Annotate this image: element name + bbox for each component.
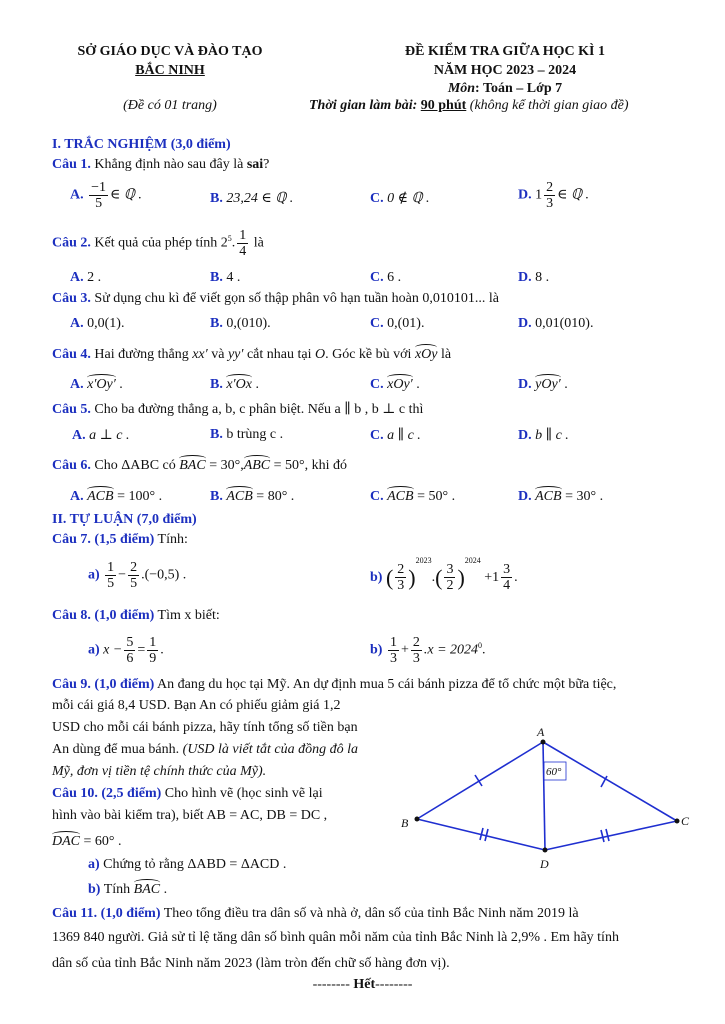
exam-time: Thời gian làm bài: 90 phút (không kể thời gian giao đề) [309, 98, 629, 113]
department-name: SỞ GIÁO DỤC VÀ ĐÀO TẠO [77, 44, 263, 59]
q7-part-b: b) ( $\frac{2}{3}$ )$^{2023}$.( $\frac{3}{2}$ )$^{2024}$ +1 $\frac{3}{4}$ . [370, 556, 518, 594]
question-7: Câu 7. (1,5 điểm) Tính: [52, 532, 188, 547]
subject: Môn: Toán – Lớp 7 [447, 81, 563, 96]
q3-option-c: C. 0,(01). [370, 316, 425, 331]
question-11-line-2: 1369 840 người. Giả sử tỉ lệ tăng dân số bình quân mỗi năm của tỉnh Bắc Ninh là 2,9% . Em hãy tính [52, 930, 619, 945]
question-11-line-3: dân số của tỉnh Bắc Ninh năm 2023 (làm tròn đến chữ số hàng đơn vị). [52, 956, 450, 971]
question-6: Câu 6. Cho ΔABC có BAC = 30°,ABC = 50°, khi đó [52, 458, 348, 473]
question-3: Câu 3. Sử dụng chu kì để viết gọn số thập phân vô hạn tuần hoàn 0,010101... là [52, 291, 499, 306]
question-2: Câu 2. Kết quả của phép tính $2^5$. $\frac{1}{4}$ là [52, 228, 264, 259]
point-c [675, 819, 680, 824]
question-10-line-3: DAC = 60° . [52, 834, 122, 849]
point-b [415, 817, 420, 822]
province-name: BẮC NINH [135, 63, 205, 78]
question-9-line-2: mỗi cái giá 8,4 USD. Bạn An có phiếu giảm giá 1,2 [52, 698, 341, 713]
q6-option-a: A. ACB = 100° . [70, 489, 163, 504]
question-11-line-1: Câu 11. (1,0 điểm) Theo tổng điều tra dân số và nhà ở, dân số của tỉnh Bắc Ninh năm 2019 là [52, 906, 579, 921]
question-10-line-1: Câu 10. (2,5 điểm) Cho hình vẽ (học sinh vẽ lại [52, 786, 323, 801]
question-9-line-3: USD cho mỗi cái bánh pizza, hãy tính tổng số tiền bạn [52, 720, 358, 735]
section-multiple-choice: I. TRẮC NGHIỆM (3,0 điểm) [52, 137, 231, 152]
point-a [541, 740, 546, 745]
tick-cd-2 [601, 830, 604, 842]
q2-option-d: D. 8 . [518, 270, 550, 285]
q3-option-a: A. 0,0(1). [70, 316, 125, 331]
segment-ab [417, 742, 543, 819]
q10-part-b: b) Tính BAC . [88, 882, 168, 897]
q4-option-d: D. yOy′ . [518, 377, 568, 392]
point-d [543, 848, 548, 853]
q2-option-b: B. 4 . [210, 270, 241, 285]
q8-part-b: b) $\frac{1}{3}$ + $\frac{2}{3}$ $.x = 2024^0$. [370, 635, 486, 666]
question-10-line-2: hình vào bài kiểm tra), biết AB = AC, DB = DC , [52, 808, 328, 823]
angle-label: 60° [546, 766, 562, 778]
label-d: D [540, 857, 549, 871]
triangle-figure [395, 725, 695, 875]
q5-option-b: B. b trùng c . [210, 427, 284, 442]
end-marker: -------- Hết-------- [312, 977, 413, 992]
q6-option-c: C. ACB = 50° . [370, 489, 456, 504]
segment-ad [543, 742, 545, 850]
label-c: C [681, 814, 690, 828]
q5-option-d: D. b ∥ c . [518, 428, 569, 443]
q6-option-b: B. ACB = 80° . [210, 489, 295, 504]
q7-part-a: a) $\frac{1}{5}$ − $\frac{2}{5}$ .(−0,5) . [88, 560, 187, 591]
question-1: Câu 1. Khẳng định nào sau đây là sai? [52, 157, 270, 172]
q6-option-d: D. ACB = 30° . [518, 489, 604, 504]
segment-cd [545, 821, 677, 850]
question-9-line-5: Mỹ, đơn vị tiền tệ chính thức của Mỹ). [52, 764, 267, 779]
q3-option-b: B. 0,(010). [210, 316, 271, 331]
segment-ac [543, 742, 677, 821]
tick-cd-1 [606, 829, 609, 841]
section-essay: II. TỰ LUẬN (7,0 điểm) [52, 512, 197, 527]
q1-option-c: C. 0 ∉ ℚ . [370, 191, 430, 206]
q1-option-d: D. 1 $\frac{2}{3}$ ∈ ℚ . [518, 180, 590, 211]
question-5: Câu 5. Cho ba đường thẳng a, b, c phân biệt. Nếu a ∥ b , b ⊥ c thì [52, 402, 424, 417]
question-9-line-4: An dùng để mua bánh. (USD là viết tắt của đồng đô la [52, 742, 359, 757]
q5-option-a: A. a ⊥ c . [72, 428, 130, 443]
q2-option-c: C. 6 . [370, 270, 402, 285]
label-a: A [537, 725, 545, 739]
exam-title: ĐỀ KIỂM TRA GIỮA HỌC KÌ 1 [405, 44, 605, 59]
q8-part-a: a) x − $\frac{5}{6}$ = $\frac{1}{9}$ . [88, 635, 164, 666]
q1-option-b: B. 23,24 ∈ ℚ . [210, 191, 294, 206]
label-b: B [401, 816, 409, 830]
question-9-line-1: Câu 9. (1,0 điểm) An đang du học tại Mỹ. An dự định mua 5 cái bánh pizza để tổ chức một bữa tiệc, [52, 677, 617, 692]
q2-option-a: A. 2 . [70, 270, 102, 285]
q10-part-a: a) Chứng tỏ rằng ΔABD = ΔACD . [88, 857, 287, 872]
page-count-note: (Đề có 01 trang) [123, 98, 217, 113]
question-8: Câu 8. (1,0 điểm) Tìm x biết: [52, 608, 220, 623]
q4-option-c: C. xOy′ . [370, 377, 420, 392]
q5-option-c: C. a ∥ c . [370, 428, 421, 443]
q3-option-d: D. 0,01(010). [518, 316, 594, 331]
q1-option-a: A. $\frac{-1}{5}$ ∈ ℚ . [70, 180, 142, 211]
q4-option-b: B. x′Ox . [210, 377, 259, 392]
q4-option-a: A. x′Oy′ . [70, 377, 123, 392]
question-4: Câu 4. Hai đường thẳng xx′ và yy′ cắt nhau tại O. Góc kề bù với xOy là [52, 347, 452, 362]
school-year: NĂM HỌC 2023 – 2024 [433, 63, 577, 78]
